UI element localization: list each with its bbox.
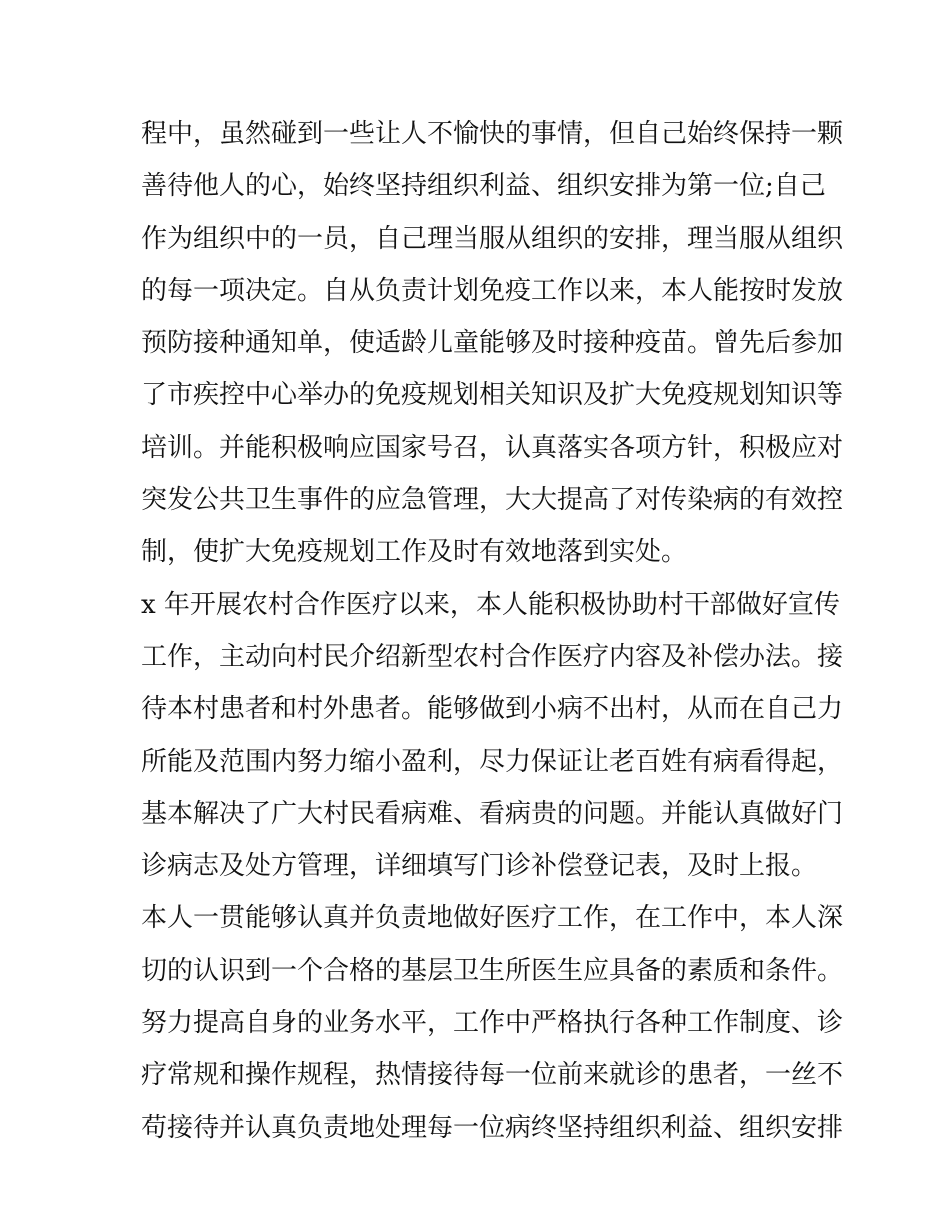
text-line: 的每一项决定。自从负责计划免疫工作以来，本人能按时发放 <box>141 275 844 306</box>
text-line: 程中，虽然碰到一些让人不愉快的事情，但自己始终保持一颗 <box>141 119 844 149</box>
text-line: 作为组织中的一员，自己理当服从组织的安排，理当服从组织 <box>141 223 844 254</box>
text-line: 所能及范围内努力缩小盈利，尽力保证让老百姓有病看得起， <box>141 746 844 777</box>
text-line: 培训。并能积极响应国家号召，认真落实各项方针，积极应对 <box>141 432 844 463</box>
text-line: x 年开展农村合作医疗以来，本人能积极协助村干部做好宣传 <box>141 589 840 620</box>
text-line: 善待他人的心，始终坚持组织利益、组织安排为第一位;自己 <box>141 171 826 202</box>
text-line: 突发公共卫生事件的应急管理，大大提高了对传染病的有效控 <box>141 485 844 516</box>
text-line: 诊病志及处方管理，详细填写门诊补偿登记表，及时上报。 <box>141 851 818 882</box>
text-line: 工作，主动向村民介绍新型农村合作医疗内容及补偿办法。接 <box>141 641 844 672</box>
text-line: 了市疾控中心举办的免疫规划相关知识及扩大免疫规划知识等 <box>141 380 844 411</box>
text-line: 本人一贯能够认真并负责地做好医疗工作，在工作中，本人深 <box>141 903 844 934</box>
text-line: 疗常规和操作规程，热情接待每一位前来就诊的患者，一丝不 <box>141 1060 844 1091</box>
text-line: 苟接待并认真负责地处理每一位病终坚持组织利益、组织安排 <box>141 1112 844 1143</box>
text-line: 待本村患者和村外患者。能够做到小病不出村，从而在自己力 <box>141 694 844 725</box>
text-line: 基本解决了广大村民看病难、看病贵的问题。并能认真做好门 <box>141 798 844 829</box>
text-line: 制，使扩大免疫规划工作及时有效地落到实处。 <box>141 537 688 568</box>
text-line: 预防接种通知单，使适龄儿童能够及时接种疫苗。曾先后参加 <box>141 328 844 359</box>
text-line: 切的认识到一个合格的基层卫生所医生应具备的素质和条件。 <box>141 955 844 986</box>
body-text <box>141 108 844 1154</box>
text-line: 努力提高自身的业务水平，工作中严格执行各种工作制度、诊 <box>141 1008 844 1039</box>
